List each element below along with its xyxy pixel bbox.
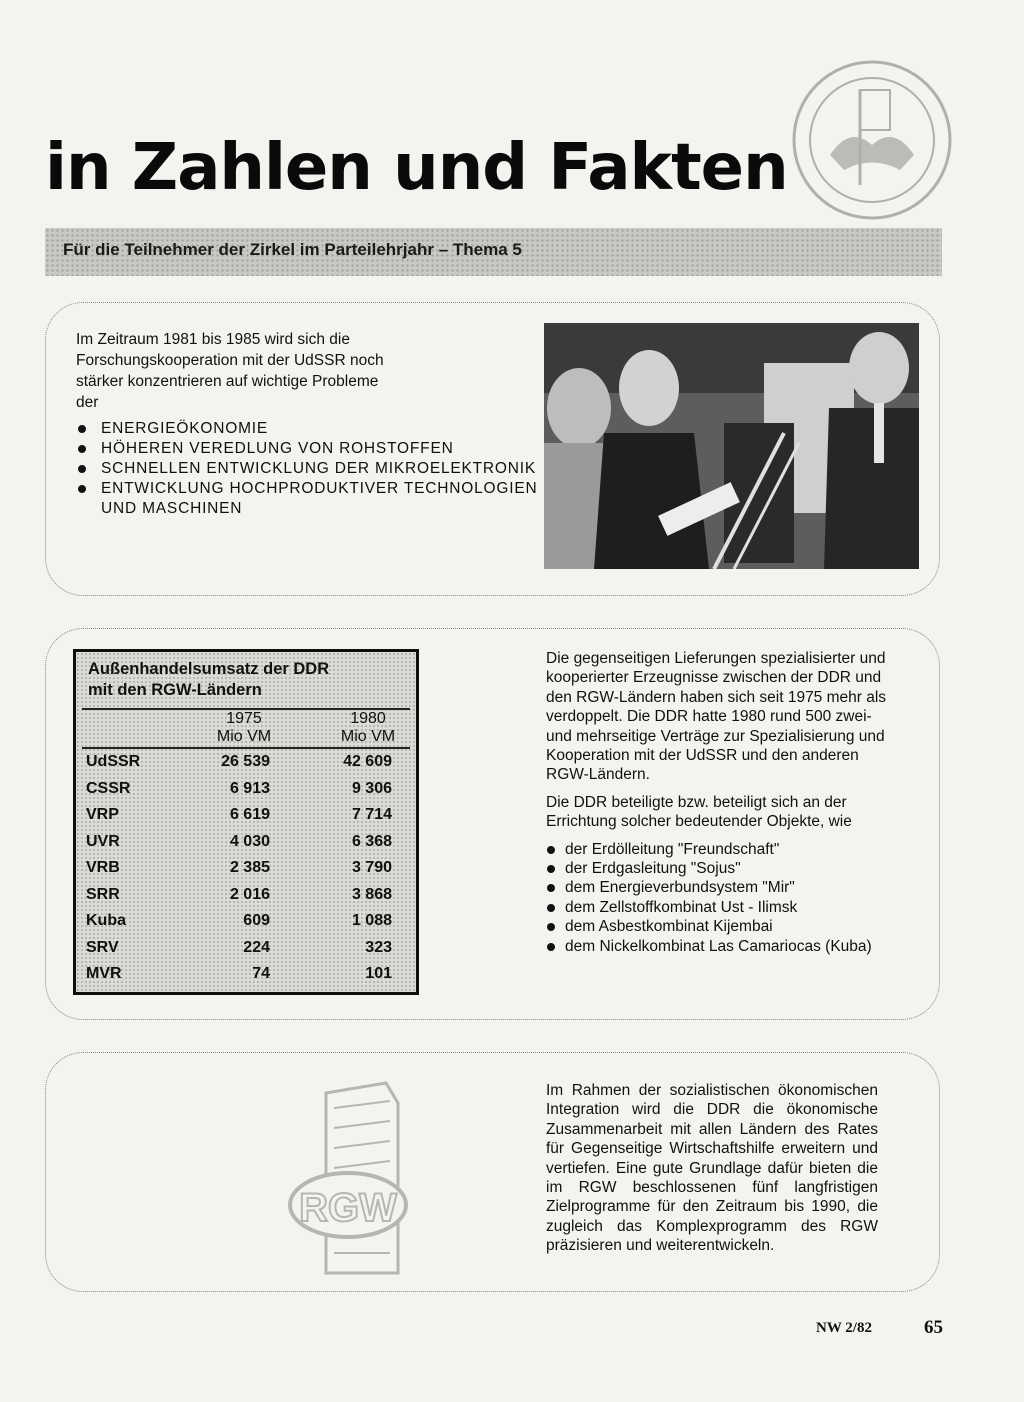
list-item: dem Nickelkombinat Las Camariocas (Kuba) [546,937,896,956]
table-row [86,936,406,962]
value-1980-cell: 9 306 [351,779,392,797]
subtitle-text: Für die Teilnehmer der Zirkel im Parteilehrjahr – Thema 5 [63,240,522,259]
list-item: ENERGIEÖKONOMIE [76,419,526,439]
country-cell: SRV [86,938,119,956]
column-header-1975 [206,710,282,746]
subtitle-band [45,228,942,276]
integration-text: Im Rahmen der sozialistischen ökonomischen Integration wird die DDR die ökonomische Zusammenarbeit mit allen Ländern des Rates für Gegenseitige Wirtschaftshilfe erweitern und vertiefen. Eine gute Grundlage dafür bieten die im RGW beschlossenen fünf langfristigen Zielprogramme für den Zeitraum bis 1990, die zugleich das Komplexprogramm des RGW präzisieren und weiterentwickeln. [546,1082,878,1255]
intro-text-block [76,329,538,519]
country-cell: VRP [86,806,119,823]
value-1975-cell: 2 016 [229,885,270,903]
focus-problem-list [76,419,538,519]
table-title-line: mit den RGW-Ländern [88,681,262,699]
value-1975-cell: 609 [243,912,270,929]
intro-line: stärker konzentrieren auf wichtige Probleme [76,373,379,390]
photo-men-inspecting-machine [544,323,919,569]
table-title [88,659,329,701]
list-item: der Erdölleitung "Freundschaft" [546,840,896,859]
intro-line: Forschungskooperation mit der UdSSR noch [76,352,384,369]
deliveries-paragraph: Die gegenseitigen Lieferungen spezialisierter und kooperierter Erzeugnisse zwischen der DDR und den RGW-Ländern haben sich seit 1975 mehr als verdoppelt. Die DDR hatte 1980 rund 500 zwei- und mehrseitige Verträge zur Spezialisierung und Kooperation mit der UdSSR und den anderen RGW-Ländern. [546,650,887,784]
list-item: dem Energieverbundsystem "Mir" [546,878,896,897]
list-item: SCHNELLEN ENTWICKLUNG DER MIKROELEKTRONIK [76,459,526,479]
value-1980-cell: 3 868 [351,885,392,903]
list-item: HÖHEREN VEREDLUNG VON ROHSTOFFEN [76,439,526,459]
table-row [86,883,406,909]
value-1975-cell: 6 619 [229,806,270,823]
value-1980-cell: 101 [365,965,392,982]
major-objects-list [546,840,896,956]
deliveries-text-block [546,649,896,956]
value-1975-cell: 6 913 [229,779,270,797]
value-1980-cell: 42 609 [343,753,392,770]
intro-line: Im Zeitraum 1981 bis 1985 wird sich die [76,331,350,348]
research-cooperation-box [45,302,940,596]
country-cell: UdSSR [86,753,141,770]
country-cell: SRR [86,885,120,903]
country-cell: Kuba [86,912,126,929]
column-unit: Mio VM [340,728,396,745]
country-cell: CSSR [86,779,131,797]
column-header-1980 [330,710,406,746]
value-1980-cell: 7 714 [351,806,392,823]
value-1975-cell: 4 030 [229,832,270,850]
value-1975-cell: 74 [252,965,270,982]
page-number: 65 [924,1317,943,1338]
trade-volume-table [73,649,419,995]
table-row [86,750,406,776]
column-year: 1975 [226,710,262,727]
list-item: dem Zellstoffkombinat Ust - Ilimsk [546,898,896,917]
table-row [86,777,406,803]
country-cell: VRB [86,859,120,876]
list-item-continuation: UND MASCHINEN [101,500,243,517]
country-cell: MVR [86,965,122,982]
list-item: dem Asbestkombinat Kijembai [546,917,896,936]
list-item: ENTWICKLUNG HOCHPRODUKTIVER TECHNOLOGIEN [76,479,526,499]
objects-intro-paragraph: Die DDR beteiligte bzw. beteiligt sich an der Errichtung solcher bedeutender Objekte, wie [546,793,852,831]
column-year: 1980 [350,710,386,727]
rgw-building-logo [286,1073,426,1278]
value-1975-cell: 26 539 [221,753,270,770]
table-title-line: Außenhandelsumsatz der DDR [88,660,330,678]
table-row [86,962,406,988]
table-row [86,830,406,856]
value-1980-cell: 1 088 [351,912,392,929]
country-cell: UVR [86,832,120,850]
table-rule [82,747,410,749]
table-row [86,909,406,935]
rgw-logo-text: RGW [299,1186,397,1230]
party-emblem-seal [790,45,955,235]
value-1980-cell: 323 [365,938,392,956]
value-1975-cell: 2 385 [229,859,270,876]
value-1975-cell: 224 [243,938,270,956]
issue-label: NW 2/82 [816,1320,872,1336]
integration-box [45,1052,940,1292]
value-1980-cell: 3 790 [351,859,392,876]
table-row [86,803,406,829]
table-row [86,856,406,882]
list-item: der Erdgasleitung "Sojus" [546,859,896,878]
foreign-trade-box [45,628,940,1020]
column-unit: Mio VM [216,728,272,745]
value-1980-cell: 6 368 [351,832,392,850]
page-title: in Zahlen und Fakten [45,131,788,205]
intro-line: der [76,394,99,411]
